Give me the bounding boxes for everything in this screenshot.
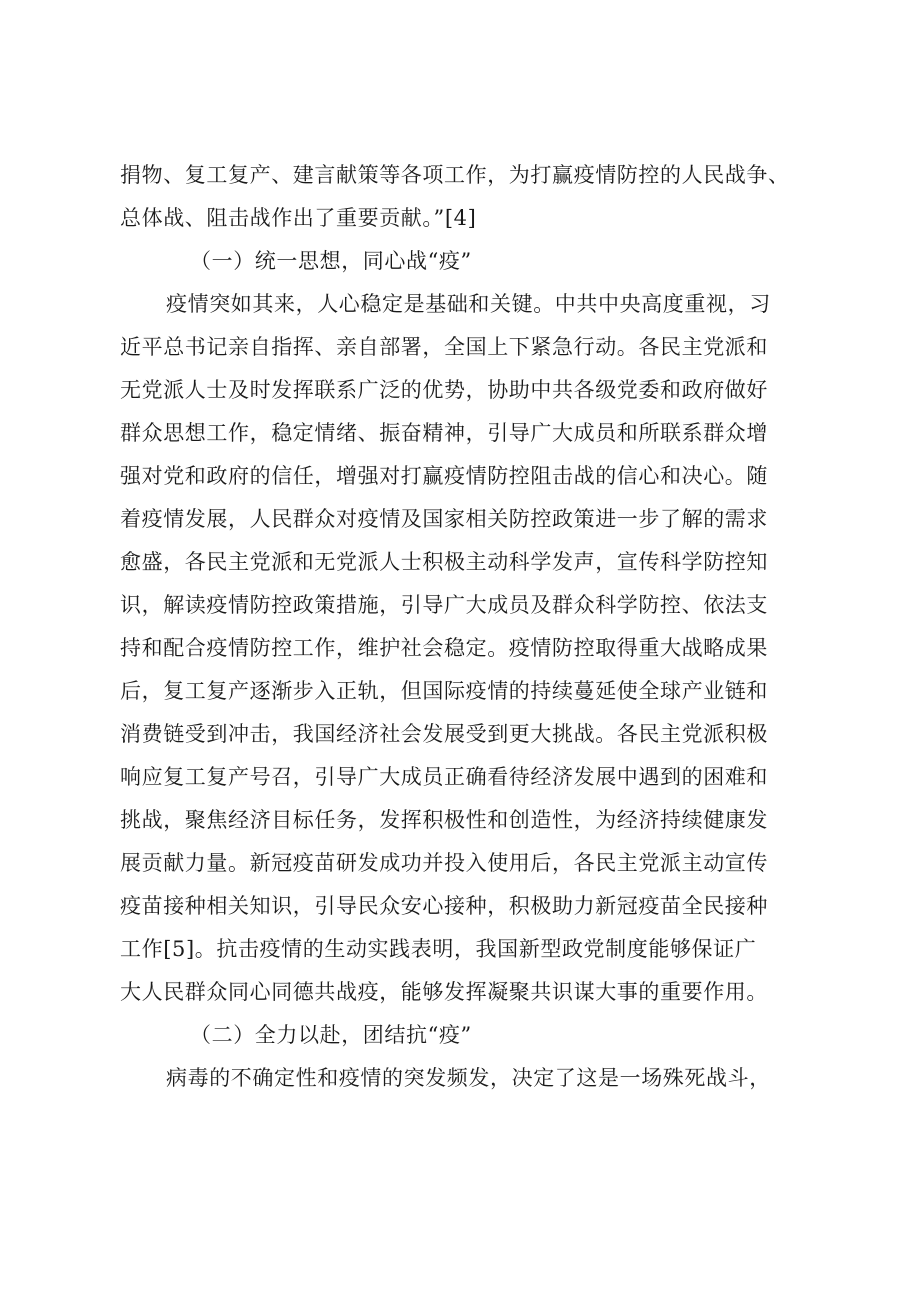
paragraph-line: 工作[5]。抗击疫情的生动实践表明，我国新型政党制度能够保证广 [120, 937, 757, 961]
paragraph-line: 愈盛，各民主党派和无党派人士积极主动科学发声，宣传科学防控知 [120, 550, 768, 574]
paragraph-line: 展贡献力量。新冠疫苗研发成功并投入使用后，各民主党派主动宣传 [120, 851, 768, 875]
paragraph-line: 无党派人士及时发挥联系广泛的优势，协助中共各级党委和政府做好 [120, 378, 768, 402]
paragraph-line: 捐物、复工复产、建言献策等各项工作，为打赢疫情防控的人民战争、 [120, 163, 790, 187]
paragraph-line: 消费链受到冲击，我国经济社会发展受到更大挑战。各民主党派积极 [120, 722, 768, 746]
paragraph-line: 持和配合疫情防控工作，维护社会稳定。疫情防控取得重大战略成果 [120, 636, 768, 660]
paragraph-line: 识，解读疫情防控政策措施，引导广大成员及群众科学防控、依法支 [120, 593, 768, 617]
paragraph-line: 病毒的不确定性和疫情的突发频发，决定了这是一场殊死战斗， [166, 1066, 771, 1090]
paragraph-line: 挑战，聚焦经济目标任务，发挥积极性和创造性，为经济持续健康发 [120, 808, 768, 832]
paragraph-line: 疫苗接种相关知识，引导民众安心接种，积极助力新冠疫苗全民接种 [120, 894, 768, 918]
paragraph-line: 总体战、阻击战作出了重要贡献。”[4] [120, 206, 477, 230]
section-heading-1: （一）统一思想，同心战“疫” [190, 249, 472, 273]
paragraph-line: 响应复工复产号召，引导广大成员正确看待经济发展中遇到的困难和 [120, 765, 768, 789]
section-heading-2: （二）全力以赴，团结抗“疫” [190, 1023, 472, 1047]
paragraph-line: 疫情突如其来，人心稳定是基础和关键。中共中央高度重视，习 [166, 292, 771, 316]
paragraph-line: 近平总书记亲自指挥、亲自部署，全国上下紧急行动。各民主党派和 [120, 335, 768, 359]
paragraph-line: 大人民群众同心同德共战疫，能够发挥凝聚共识谋大事的重要作用。 [120, 980, 768, 1004]
paragraph-line: 群众思想工作，稳定情绪、振奋精神，引导广大成员和所联系群众增 [120, 421, 768, 445]
paragraph-line: 强对党和政府的信任，增强对打赢疫情防控阻击战的信心和决心。随 [120, 464, 768, 488]
paragraph-line: 后，复工复产逐渐步入正轨，但国际疫情的持续蔓延使全球产业链和 [120, 679, 768, 703]
paragraph-line: 着疫情发展，人民群众对疫情及国家相关防控政策进一步了解的需求 [120, 507, 768, 531]
